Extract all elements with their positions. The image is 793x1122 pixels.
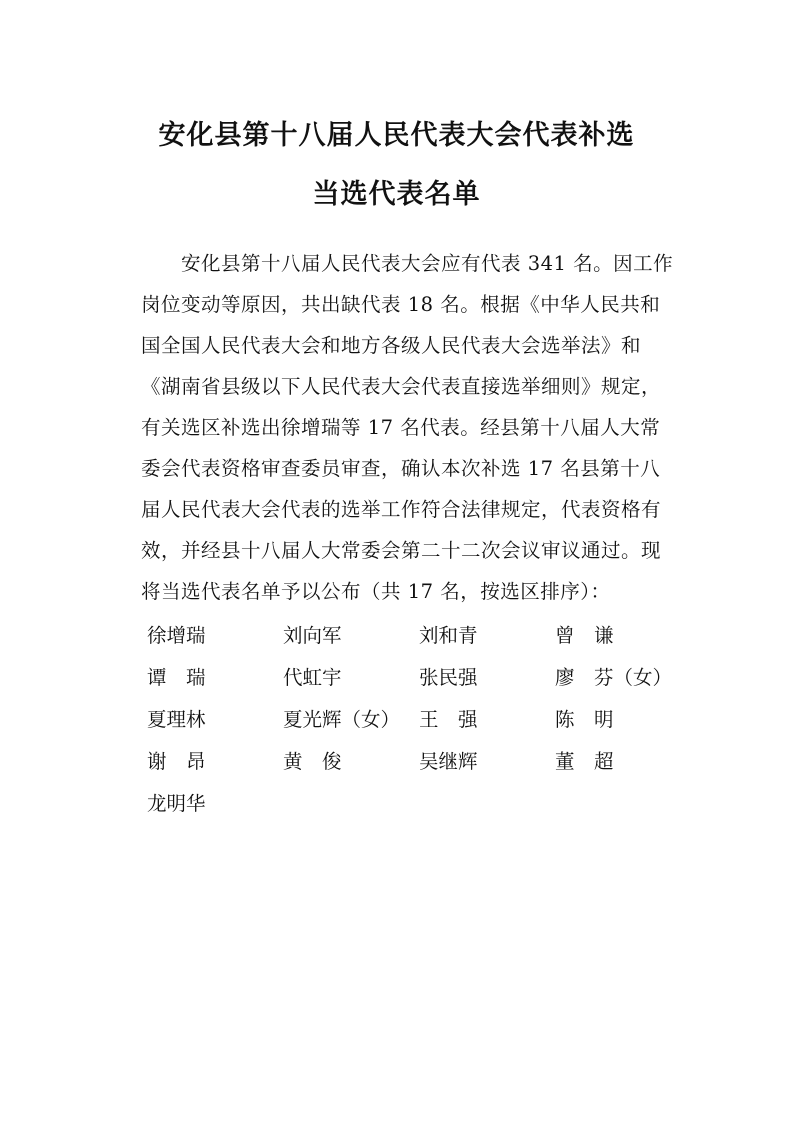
representative-name: 刘向军	[283, 624, 342, 647]
representative-name: 夏理林	[147, 708, 206, 731]
representative-name: 代虹宇	[283, 666, 342, 689]
representative-name: 夏光辉（女）	[283, 708, 401, 731]
paragraph-line: 岗位变动等原因，共出缺代表 18 名。根据《中华人民共和	[141, 293, 661, 316]
paragraph-line: 安化县第十八届人民代表大会应有代表 341 名。因工作	[141, 252, 674, 275]
representative-name: 刘和青	[419, 624, 478, 647]
representative-name: 徐增瑞	[147, 624, 206, 647]
paragraph-line: 委会代表资格审查委员审查，确认本次补选 17 名县第十八	[141, 457, 661, 480]
paragraph-line: 有关选区补选出徐增瑞等 17 名代表。经县第十八届人大常	[141, 416, 661, 439]
paragraph-line: 届人民代表大会代表的选举工作符合法律规定，代表资格有	[141, 498, 662, 521]
name-row	[141, 741, 701, 783]
representative-name: 曾 谦	[555, 624, 614, 647]
paragraph-line: 将当选代表名单予以公布（共 17 名，按选区排序）：	[141, 580, 611, 603]
representative-name: 黄 俊	[283, 750, 342, 773]
representative-name: 张民强	[419, 666, 478, 689]
document-title-line-2: 当选代表名单	[312, 179, 481, 210]
representative-name: 陈 明	[555, 708, 614, 731]
paragraph-line: 国全国人民代表大会和地方各级人民代表大会选举法》和	[141, 334, 642, 357]
elected-representatives-list	[141, 615, 701, 825]
paragraph-line: 《湖南省县级以下人民代表大会代表直接选举细则》规定，	[141, 375, 662, 398]
name-row	[141, 783, 701, 825]
representative-name: 龙明华	[147, 792, 206, 815]
representative-name: 吴继辉	[419, 750, 478, 773]
name-row	[141, 699, 701, 741]
representative-name: 谢 昂	[147, 750, 206, 773]
paragraph-line: 效，并经县十八届人大常委会第二十二次会议审议通过。现	[141, 539, 662, 562]
representative-name: 王 强	[419, 708, 478, 731]
name-row	[141, 657, 701, 699]
document-title-line-1: 安化县第十八届人民代表大会代表补选	[158, 120, 635, 151]
name-row	[141, 615, 701, 657]
representative-name: 廖 芬（女）	[555, 666, 673, 689]
representative-name: 谭 瑞	[147, 666, 206, 689]
representative-name: 董 超	[555, 750, 614, 773]
